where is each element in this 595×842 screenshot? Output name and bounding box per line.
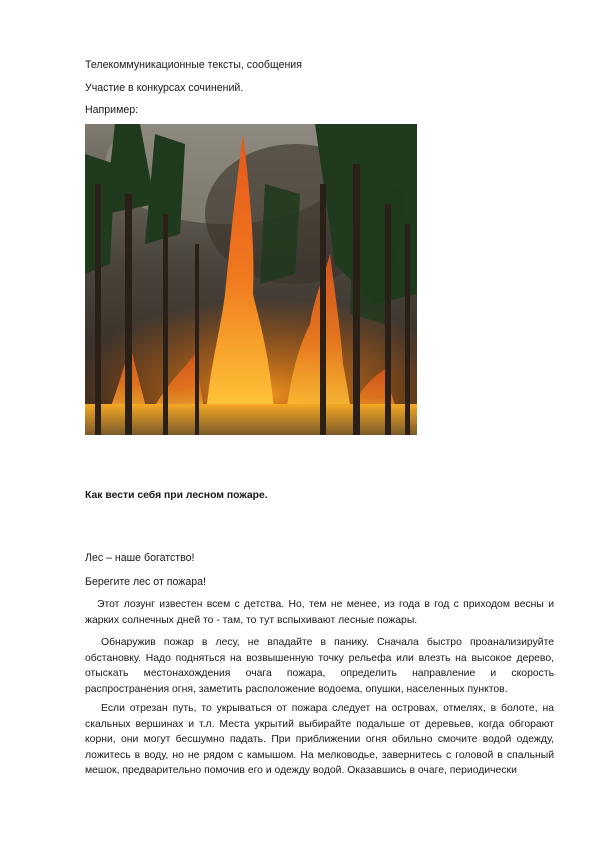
article-title: Как вести себя при лесном пожаре. [85,490,268,501]
slogan-forest-wealth: Лес – наше богатство! [85,552,195,564]
forest-fire-photo [85,124,417,435]
paragraph-slogan-known: Этот лозунг известен всем с детства. Но, тем не менее, из года в год с приходом весны и жарких солнечных дней то - там, то тут вспыхивают лесные пожары. [85,599,554,626]
slogan-protect-forest: Берегите лес от пожара! [85,576,206,588]
paragraph-spotting-fire: Обнаружив пожар в лесу, не впадайте в панику. Сначала быстро проанализируйте обстановку. Надо подняться на возвышенную точку рельефа или влезть на высокое дерево, отыскать местонахождения очага пожара, определить направление и скорость распространения огня, заметить расположение водоема, опушки, населенных пунктов. [85,637,554,695]
intro-line-example: Например: [85,104,139,116]
paragraph-shelter: Если отрезан путь, то укрываться от пожара следует на островах, отмелях, в болоте, на скальных вершинах и т.л. Места укрытий выбирайте подальше от деревьев, когда обгорают корни, они могут бесшумно падать. При приближении огня обильно смочите водой одежду, ложитесь в воду, но не рядом с камышом. На мелководье, завернитесь с головой в спальный мешок, предварительно помочив его и одежду водой. Оказавшись в очаге, периодически [85,703,554,777]
intro-line-contests: Участие в конкурсах сочинений. [85,82,244,94]
intro-line-telecom: Телекоммуникационные тексты, сообщения [85,59,302,71]
